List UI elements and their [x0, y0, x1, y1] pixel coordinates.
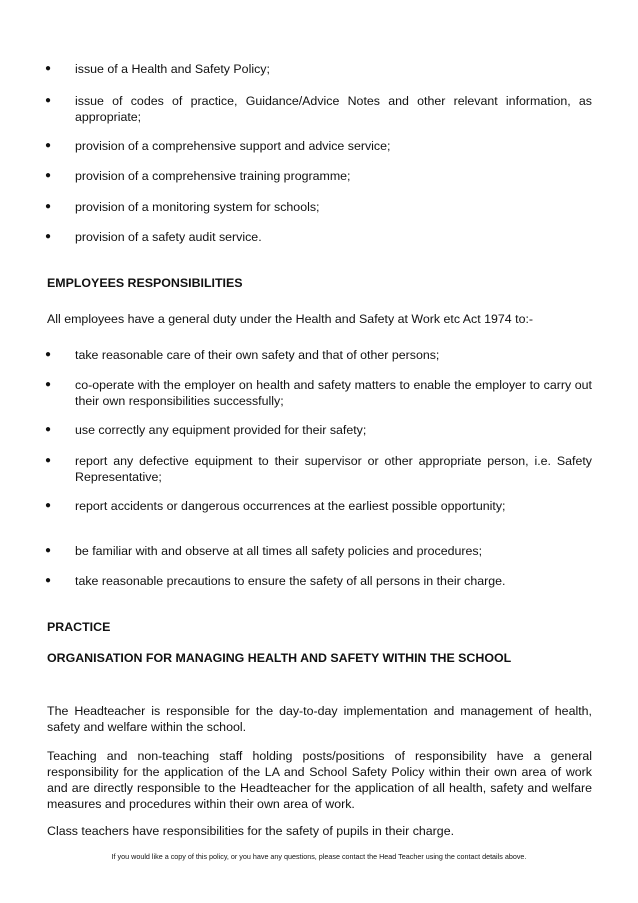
list-item-text: provision of a comprehensive support and advice service; — [75, 139, 391, 153]
bullet-icon: ● — [45, 545, 52, 556]
paragraph: Teaching and non-teaching staff holding posts/positions of responsibility have a general responsibility for the application of the LA and School Safety Policy within their own area of work and are directly responsible to the Headteacher for the application of all health, safety and welfare measures and procedures within their own area of work. — [47, 749, 592, 811]
bullet-icon: ● — [45, 63, 52, 74]
list-item-text: provision of a comprehensive training programme; — [75, 169, 351, 183]
list-item-text: report any defective equipment to their supervisor or other appropriate person, i.e. Safety Representative; — [75, 454, 592, 484]
section-heading-organisation: ORGANISATION FOR MANAGING HEALTH AND SAFETY WITHIN THE SCHOOL — [47, 651, 512, 665]
bullet-icon: ● — [45, 424, 52, 435]
employees-intro: All employees have a general duty under the Health and Safety at Work etc Act 1974 to:- — [47, 312, 534, 326]
bullet-icon: ● — [45, 349, 52, 360]
bullet-icon: ● — [45, 575, 52, 586]
section-heading-employees: EMPLOYEES RESPONSIBILITIES — [47, 276, 243, 290]
list-item-text: take reasonable precautions to ensure the safety of all persons in their charge. — [75, 574, 506, 588]
bullet-icon: ● — [45, 231, 52, 242]
section-heading-practice: PRACTICE — [47, 620, 111, 634]
list-item-text: provision of a safety audit service. — [75, 230, 262, 244]
bullet-icon: ● — [45, 140, 52, 151]
list-item-text: report accidents or dangerous occurrences at the earliest possible opportunity; — [75, 499, 506, 513]
list-item-text: issue of a Health and Safety Policy; — [75, 62, 270, 76]
bullet-icon: ● — [45, 455, 52, 466]
paragraph: The Headteacher is responsible for the day-to-day implementation and management of health, safety and welfare within the school. — [47, 704, 592, 734]
bullet-icon: ● — [45, 170, 52, 181]
list-item-text: provision of a monitoring system for schools; — [75, 200, 320, 214]
list-item-text: co-operate with the employer on health and safety matters to enable the employer to carry out their own responsibilities successfully; — [75, 378, 592, 408]
list-item-text: take reasonable care of their own safety and that of other persons; — [75, 348, 440, 362]
bullet-icon: ● — [45, 500, 52, 511]
bullet-icon: ● — [45, 379, 52, 390]
page-footer: If you would like a copy of this policy, or you have any questions, please contact the Head Teacher using the contact details above. — [111, 852, 527, 861]
bullet-icon: ● — [45, 95, 52, 106]
paragraph: Class teachers have responsibilities for the safety of pupils in their charge. — [47, 824, 455, 838]
list-item-text: use correctly any equipment provided for their safety; — [75, 423, 367, 437]
list-item-text: be familiar with and observe at all times all safety policies and procedures; — [75, 544, 483, 558]
bullet-icon: ● — [45, 201, 52, 212]
list-item-text: issue of codes of practice, Guidance/Advice Notes and other relevant information, as appropriate; — [75, 94, 592, 124]
